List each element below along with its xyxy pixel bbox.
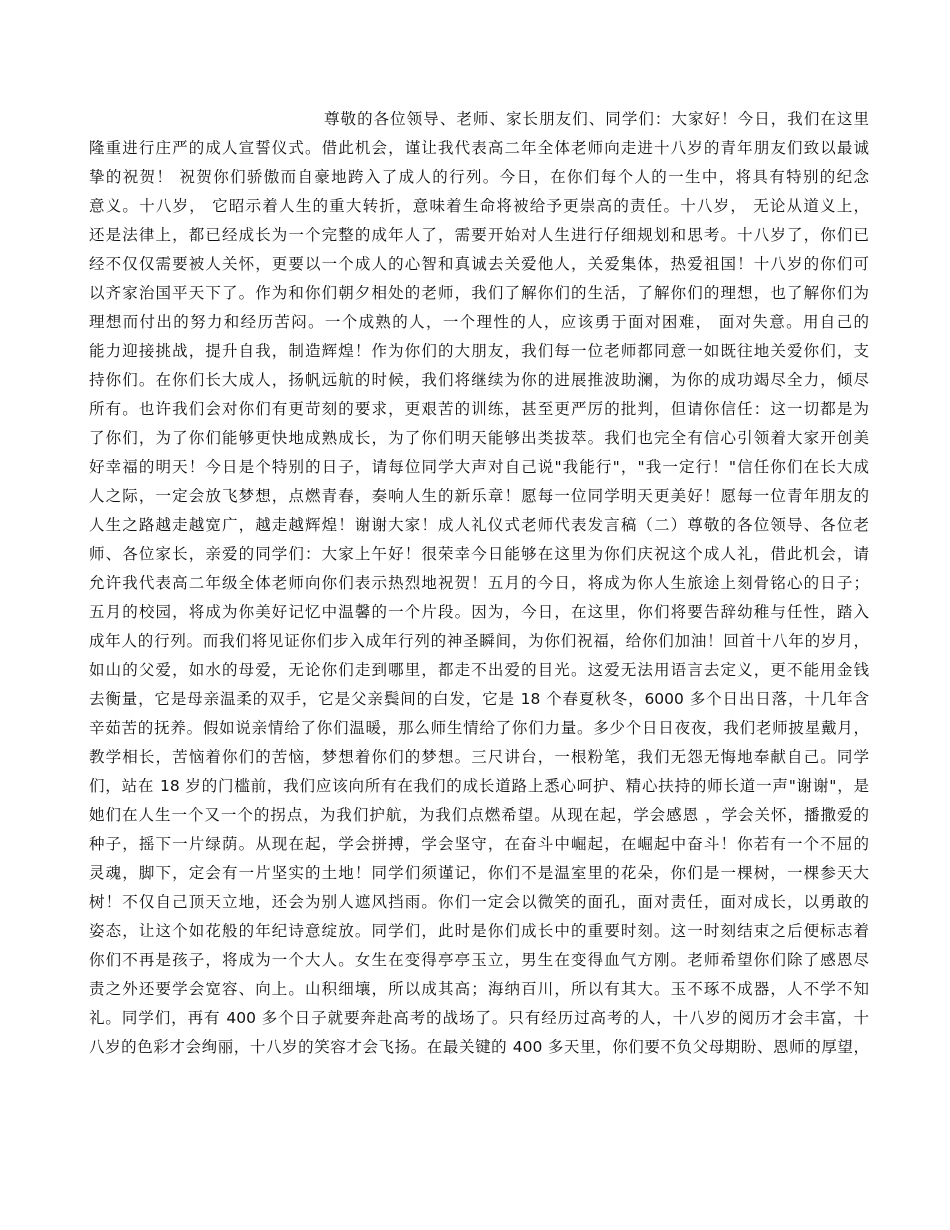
speech-text xyxy=(89,105,869,1062)
text-line: 尊敬的各位领导、老师、家长朋友们、同学们：大家好！今日，我们在这里 xyxy=(324,110,869,128)
text-line: 还是法律上，都已经成长为一个完整的成年人了，需要开始对人生进行仔细规划和思考。十八岁了，你们已 xyxy=(89,226,869,244)
text-line: 树！不仅自己顶天立地，还会为别人遮风挡雨。你们一定会以微笑的面孔，面对责任，面对成长，以勇敢的 xyxy=(89,893,869,911)
text-line: 教学相长，苦恼着你们的苦恼，梦想着你们的梦想。三尺讲台，一根粉笔，我们无怨无悔地奉献自己。同学 xyxy=(89,748,869,766)
text-line: 经不仅仅需要被人关怀，更要以一个成人的心智和真诚去关爱他人，关爱集体，热爱祖国！十八岁的你们可 xyxy=(89,255,869,273)
text-line: 她们在人生一个又一个的拐点，为我们护航，为我们点燃希望。从现在起，学会感恩 ，学会关怀，播撒爱的 xyxy=(89,806,869,824)
text-line: 责之外还要学会宽容、向上。山积细壤，所以成其高；海纳百川，所以有其大。玉不琢不成器，人不学不知 xyxy=(89,980,869,998)
text-line: 人生之路越走越宽广，越走越辉煌！谢谢大家！成人礼仪式老师代表发言稿（二）尊敬的各位领导、各位老 xyxy=(89,516,869,534)
text-line: 挚的祝贺！ 祝贺你们骄傲而自豪地跨入了成人的行列。今日，在你们每个人的一生中，将具有特别的纪念 xyxy=(89,168,869,186)
text-line: 灵魂，脚下，定会有一片坚实的土地！同学们须谨记，你们不是温室里的花朵，你们是一棵树，一棵参天大 xyxy=(89,864,869,882)
text-line: 去衡量，它是母亲温柔的双手，它是父亲鬓间的白发，它是 18 个春夏秋冬，6000 多个日出日落，十几年含 xyxy=(89,690,869,708)
text-line: 五月的校园，将成为你美好记忆中温馨的一个片段。因为，今日，在这里，你们将要告辞幼稚与任性，踏入 xyxy=(89,603,869,621)
text-line: 隆重进行庄严的成人宣誓仪式。借此机会，谨让我代表高二年全体老师向走进十八岁的青年朋友们致以最诚 xyxy=(89,139,869,157)
text-line: 允许我代表高二年级全体老师向你们表示热烈地祝贺！五月的今日，将成为你人生旅途上刻骨铭心的日子； xyxy=(89,574,869,592)
text-line: 意义。十八岁， 它昭示着人生的重大转折，意味着生命将被给予更崇高的责任。十八岁， 无论从道义上， xyxy=(89,197,869,215)
text-line: 如山的父爱，如水的母爱，无论你们走到哪里，都走不出爱的目光。这爱无法用语言去定义，更不能用金钱 xyxy=(89,661,869,679)
text-line: 人之际，一定会放飞梦想，点燃青春，奏响人生的新乐章！愿每一位同学明天更美好！愿每一位青年朋友的 xyxy=(89,487,869,505)
text-line: 理想而付出的努力和经历苦闷。一个成熟的人，一个理性的人，应该勇于面对困难， 面对失意。用自己的 xyxy=(89,313,869,331)
text-line: 了你们，为了你们能够更快地成熟成长，为了你们明天能够出类拔萃。我们也完全有信心引领着大家开创美 xyxy=(89,429,869,447)
text-line: 八岁的色彩才会绚丽，十八岁的笑容才会飞扬。在最关键的 400 多天里，你们要不负父母期盼、恩师的厚望， xyxy=(89,1038,869,1056)
text-line: 们，站在 18 岁的门槛前，我们应该向所有在我们的成长道路上悉心呵护、精心扶持的师长道一声"谢谢"，是 xyxy=(89,777,869,795)
text-line: 持你们。在你们长大成人，扬帆远航的时候，我们将继续为你的进展推波助澜，为你的成功竭尽全力，倾尽 xyxy=(89,371,869,389)
text-line: 辛茹苦的抚养。假如说亲情给了你们温暖，那么师生情给了你们力量。多少个日日夜夜，我们老师披星戴月， xyxy=(89,719,869,737)
text-line: 姿态，让这个如花般的年纪诗意绽放。同学们，此时是你们成长中的重要时刻。这一时刻结束之后便标志着 xyxy=(89,922,869,940)
text-line: 好幸福的明天！今日是个特别的日子，请每位同学大声对自己说"我能行"，"我一定行！"信任你们在长大成 xyxy=(89,458,869,476)
text-line: 所有。也许我们会对你们有更苛刻的要求，更艰苦的训练，甚至更严厉的批判，但请你信任：这一切都是为 xyxy=(89,400,869,418)
text-line: 种子，摇下一片绿荫。从现在起，学会拼搏，学会坚守，在奋斗中崛起，在崛起中奋斗！你若有一个不屈的 xyxy=(89,835,869,853)
text-line: 师、各位家长，亲爱的同学们：大家上午好！很荣幸今日能够在这里为你们庆祝这个成人礼，借此机会，请 xyxy=(89,545,869,563)
text-line: 礼。同学们，再有 400 多个日子就要奔赴高考的战场了。只有经历过高考的人，十八岁的阅历才会丰富，十 xyxy=(89,1009,869,1027)
text-line: 以齐家治国平天下了。作为和你们朝夕相处的老师，我们了解你们的生活，了解你们的理想，也了解你们为 xyxy=(89,284,869,302)
text-line: 你们不再是孩子，将成为一个大人。女生在变得亭亭玉立，男生在变得血气方刚。老师希望你们除了感恩尽 xyxy=(89,951,869,969)
text-line: 成年人的行列。而我们将见证你们步入成年行列的神圣瞬间，为你们祝福，给你们加油！回首十八年的岁月， xyxy=(89,632,869,650)
text-line: 能力迎接挑战，提升自我，制造辉煌！作为你们的大朋友，我们每一位老师都同意一如既往地关爱你们，支 xyxy=(89,342,869,360)
